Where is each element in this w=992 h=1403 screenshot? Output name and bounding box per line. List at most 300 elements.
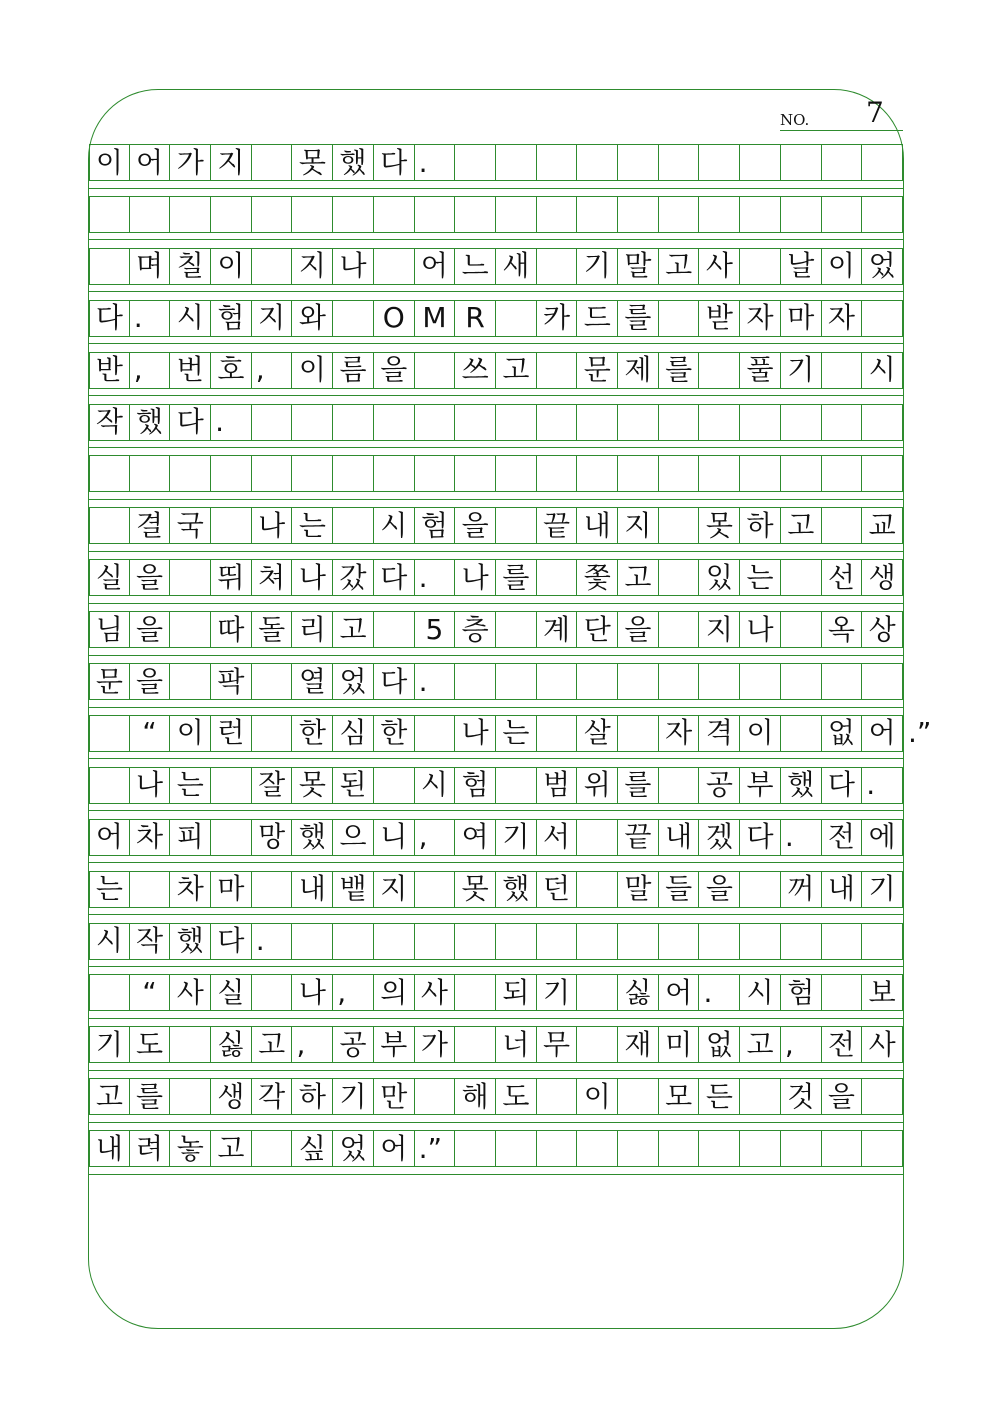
manuscript-cell [89, 508, 130, 543]
manuscript-cell [537, 249, 578, 284]
manuscript-cell: 사 [862, 1027, 903, 1062]
manuscript-cell: 들 [659, 872, 700, 907]
manuscript-cell: 는 [496, 716, 537, 751]
row-separator [89, 395, 903, 396]
manuscript-cell: 재 [618, 1027, 659, 1062]
manuscript-cell: 뱉 [333, 872, 374, 907]
manuscript-cell: 고 [781, 508, 822, 543]
manuscript-cell [496, 301, 537, 336]
manuscript-cell: 새 [496, 249, 537, 284]
manuscript-cell: 한 [374, 716, 415, 751]
manuscript-cell [496, 612, 537, 647]
manuscript-cell: 마 [781, 301, 822, 336]
manuscript-cell [577, 664, 618, 699]
manuscript-cell [89, 975, 130, 1010]
manuscript-cell: 상 [862, 612, 903, 647]
manuscript-cell: 시 [170, 301, 211, 336]
manuscript-cell: 제 [618, 353, 659, 388]
manuscript-cell: , [415, 820, 456, 855]
manuscript-cell [781, 1131, 822, 1166]
manuscript-cell: 반 [89, 353, 130, 388]
manuscript-row [89, 144, 903, 181]
manuscript-cell: 놓 [170, 1131, 211, 1166]
manuscript-cell [170, 1079, 211, 1114]
manuscript-cell: 말 [618, 249, 659, 284]
manuscript-row [89, 1026, 903, 1063]
manuscript-cell: 미 [659, 1027, 700, 1062]
manuscript-row [89, 767, 903, 804]
manuscript-cell [293, 924, 334, 959]
manuscript-cell: . [415, 560, 456, 595]
manuscript-cell [618, 1079, 659, 1114]
manuscript-cell: 를 [496, 560, 537, 595]
manuscript-cell [496, 405, 537, 440]
manuscript-cell: 했 [496, 872, 537, 907]
manuscript-cell: 것 [781, 1079, 822, 1114]
manuscript-cell: 험 [415, 508, 456, 543]
manuscript-cell: 나 [333, 249, 374, 284]
manuscript-cell [577, 975, 618, 1010]
manuscript-cell: .” [415, 1131, 456, 1166]
manuscript-cell: 었 [333, 1131, 374, 1166]
manuscript-cell: 결 [130, 508, 171, 543]
manuscript-cell [740, 145, 781, 180]
manuscript-cell [170, 197, 211, 232]
manuscript-cell: 마 [211, 872, 252, 907]
row-separator [89, 810, 903, 811]
manuscript-cell [781, 560, 822, 595]
manuscript-cell [415, 197, 456, 232]
manuscript-cell [374, 405, 415, 440]
manuscript-cell: , [252, 353, 293, 388]
manuscript-cell [822, 1131, 863, 1166]
manuscript-cell: 서 [537, 820, 578, 855]
manuscript-cell: 위 [577, 768, 618, 803]
manuscript-row [89, 923, 903, 960]
manuscript-cell: 해 [455, 1079, 496, 1114]
manuscript-cell [537, 716, 578, 751]
manuscript-cell [89, 197, 130, 232]
manuscript-cell [333, 456, 374, 491]
manuscript-cell [415, 353, 456, 388]
manuscript-cell: 부 [740, 768, 781, 803]
page-number-label: NO. [780, 111, 810, 129]
row-separator [89, 655, 903, 656]
manuscript-cell [577, 924, 618, 959]
manuscript-cell [740, 405, 781, 440]
manuscript-cell: 를 [659, 353, 700, 388]
manuscript-cell [496, 456, 537, 491]
manuscript-cell [822, 405, 863, 440]
manuscript-cell: 못 [293, 145, 334, 180]
manuscript-cell: 어 .” [862, 716, 903, 751]
manuscript-cell: 다 [374, 145, 415, 180]
manuscript-cell: 는 [89, 872, 130, 907]
manuscript-cell [537, 197, 578, 232]
manuscript-cell [700, 924, 741, 959]
manuscript-cell: 교 [862, 508, 903, 543]
manuscript-cell [659, 456, 700, 491]
manuscript-cell [659, 405, 700, 440]
manuscript-cell: 고 [89, 1079, 130, 1114]
manuscript-cell: 생 [862, 560, 903, 595]
manuscript-cell [862, 197, 903, 232]
manuscript-cell: 실 [211, 975, 252, 1010]
manuscript-row [89, 1130, 903, 1167]
manuscript-cell [455, 975, 496, 1010]
row-separator [89, 966, 903, 967]
manuscript-cell: . [252, 924, 293, 959]
manuscript-cell: 망 [252, 820, 293, 855]
manuscript-row [89, 248, 903, 285]
manuscript-cell: 이 [211, 249, 252, 284]
manuscript-cell: 님 [89, 612, 130, 647]
manuscript-cell: 려 [130, 1131, 171, 1166]
manuscript-cell [89, 249, 130, 284]
manuscript-cell: 가 [170, 145, 211, 180]
manuscript-cell: 칠 [170, 249, 211, 284]
manuscript-cell [740, 664, 781, 699]
manuscript-cell [293, 197, 334, 232]
manuscript-cell: , [333, 975, 374, 1010]
manuscript-cell [415, 924, 456, 959]
manuscript-cell: 문 [577, 353, 618, 388]
manuscript-cell [577, 872, 618, 907]
manuscript-cell: . [415, 145, 456, 180]
manuscript-cell [374, 924, 415, 959]
manuscript-cell [862, 1131, 903, 1166]
manuscript-cell: 했 [333, 145, 374, 180]
manuscript-cell: 한 [293, 716, 334, 751]
row-separator [89, 188, 903, 189]
manuscript-cell [496, 768, 537, 803]
manuscript-cell: 을 [455, 508, 496, 543]
manuscript-cell [577, 456, 618, 491]
manuscript-cell [252, 456, 293, 491]
manuscript-cell [252, 405, 293, 440]
manuscript-cell: 니 [374, 820, 415, 855]
margin-overflow-text: .” [907, 716, 932, 750]
manuscript-cell: 받 [700, 301, 741, 336]
manuscript-cell: 이 [89, 145, 130, 180]
manuscript-cell [577, 197, 618, 232]
manuscript-cell: 어 [89, 820, 130, 855]
manuscript-cell [618, 664, 659, 699]
manuscript-cell [252, 145, 293, 180]
manuscript-cell: 었 [333, 664, 374, 699]
manuscript-cell [618, 716, 659, 751]
manuscript-cell: . [130, 301, 171, 336]
manuscript-cell: 고 [333, 612, 374, 647]
manuscript-cell: 고 [618, 560, 659, 595]
manuscript-cell: “ [130, 975, 171, 1010]
row-separator [89, 1174, 903, 1175]
manuscript-row [89, 507, 903, 544]
manuscript-cell: 리 [293, 612, 334, 647]
manuscript-cell [252, 975, 293, 1010]
manuscript-cell [89, 456, 130, 491]
manuscript-cell [89, 768, 130, 803]
manuscript-cell: 열 [293, 664, 334, 699]
manuscript-row [89, 352, 903, 389]
manuscript-cell [740, 456, 781, 491]
manuscript-cell [618, 145, 659, 180]
manuscript-cell: 무 [537, 1027, 578, 1062]
manuscript-cell [659, 664, 700, 699]
manuscript-cell [700, 353, 741, 388]
manuscript-cell: 없 [822, 716, 863, 751]
manuscript-cell: 나 [293, 560, 334, 595]
manuscript-cell [700, 664, 741, 699]
manuscript-cell [862, 664, 903, 699]
manuscript-cell [577, 405, 618, 440]
manuscript-cell: 국 [170, 508, 211, 543]
manuscript-cell [659, 924, 700, 959]
manuscript-cell: 드 [577, 301, 618, 336]
manuscript-cell: 시 [374, 508, 415, 543]
manuscript-cell: 범 [537, 768, 578, 803]
manuscript-cell: 팍 [211, 664, 252, 699]
manuscript-cell: 각 [252, 1079, 293, 1114]
manuscript-cell: . [862, 768, 903, 803]
manuscript-cell: 자 [740, 301, 781, 336]
manuscript-cell: 름 [333, 353, 374, 388]
manuscript-cell [822, 456, 863, 491]
manuscript-cell: 쫓 [577, 560, 618, 595]
manuscript-cell [293, 405, 334, 440]
manuscript-cell: O [374, 301, 415, 336]
manuscript-cell: 나 [455, 716, 496, 751]
row-separator [89, 1018, 903, 1019]
manuscript-cell: 5 [415, 612, 456, 647]
manuscript-cell: 기 [89, 1027, 130, 1062]
manuscript-cell [659, 508, 700, 543]
manuscript-cell: 에 [862, 820, 903, 855]
manuscript-cell: 문 [89, 664, 130, 699]
manuscript-cell [781, 716, 822, 751]
manuscript-cell: 를 [130, 1079, 171, 1114]
manuscript-cell [333, 924, 374, 959]
manuscript-cell: 격 [700, 716, 741, 751]
manuscript-cell: 싫 [618, 975, 659, 1010]
manuscript-cell [618, 1131, 659, 1166]
manuscript-row [89, 715, 932, 752]
manuscript-cell: 자 [822, 301, 863, 336]
manuscript-cell: 어 [130, 145, 171, 180]
manuscript-cell: 내 [89, 1131, 130, 1166]
manuscript-cell [252, 872, 293, 907]
manuscript-cell [700, 1131, 741, 1166]
manuscript-cell [130, 456, 171, 491]
manuscript-cell [740, 872, 781, 907]
manuscript-cell: 고 [740, 1027, 781, 1062]
manuscript-cell: , [781, 1027, 822, 1062]
row-separator [89, 707, 903, 708]
manuscript-cell: 다 [374, 664, 415, 699]
manuscript-cell [781, 197, 822, 232]
manuscript-cell: 내 [822, 872, 863, 907]
manuscript-cell [659, 612, 700, 647]
manuscript-cell: 옥 [822, 612, 863, 647]
manuscript-cell [252, 197, 293, 232]
manuscript-cell [211, 820, 252, 855]
manuscript-cell: 내 [659, 820, 700, 855]
manuscript-cell [211, 768, 252, 803]
manuscript-cell [740, 1131, 781, 1166]
manuscript-cell: 며 [130, 249, 171, 284]
manuscript-cell: 없 [700, 1027, 741, 1062]
manuscript-cell [700, 197, 741, 232]
manuscript-cell [659, 301, 700, 336]
manuscript-cell: 선 [822, 560, 863, 595]
manuscript-cell [496, 664, 537, 699]
manuscript-cell: 다 [170, 405, 211, 440]
row-separator [89, 499, 903, 500]
manuscript-cell: 심 [333, 716, 374, 751]
manuscript-cell [781, 924, 822, 959]
manuscript-cell [455, 664, 496, 699]
manuscript-cell: 뛰 [211, 560, 252, 595]
row-separator [89, 1122, 903, 1123]
manuscript-cell [537, 456, 578, 491]
manuscript-cell [537, 353, 578, 388]
manuscript-cell: 전 [822, 820, 863, 855]
manuscript-cell: 다 [374, 560, 415, 595]
manuscript-cell [496, 508, 537, 543]
manuscript-cell [496, 924, 537, 959]
manuscript-cell [862, 1079, 903, 1114]
manuscript-cell: 지 [618, 508, 659, 543]
manuscript-cell: 이 [170, 716, 211, 751]
manuscript-cell: 전 [822, 1027, 863, 1062]
manuscript-cell [211, 197, 252, 232]
manuscript-cell [781, 664, 822, 699]
manuscript-cell: 못 [455, 872, 496, 907]
row-separator [89, 1070, 903, 1071]
manuscript-cell: 고 [496, 353, 537, 388]
manuscript-cell: 험 [211, 301, 252, 336]
manuscript-row [89, 559, 903, 596]
manuscript-cell: 있 [700, 560, 741, 595]
manuscript-cell [293, 456, 334, 491]
manuscript-cell: 카 [537, 301, 578, 336]
manuscript-cell: 기 [537, 975, 578, 1010]
manuscript-cell: 모 [659, 1079, 700, 1114]
manuscript-cell: 지 [700, 612, 741, 647]
manuscript-cell: 다 [740, 820, 781, 855]
manuscript-cell [170, 456, 211, 491]
manuscript-cell [130, 872, 171, 907]
manuscript-cell: 못 [700, 508, 741, 543]
manuscript-cell [170, 560, 211, 595]
manuscript-cell: 가 [415, 1027, 456, 1062]
manuscript-cell: 돌 [252, 612, 293, 647]
manuscript-cell [537, 1131, 578, 1166]
manuscript-cell [333, 508, 374, 543]
manuscript-cell: 는 [740, 560, 781, 595]
manuscript-row [89, 455, 903, 492]
manuscript-cell: 를 [618, 768, 659, 803]
manuscript-cell [781, 612, 822, 647]
manuscript-cell [333, 405, 374, 440]
manuscript-row [89, 300, 903, 337]
manuscript-cell [862, 924, 903, 959]
manuscript-cell [577, 820, 618, 855]
manuscript-cell [618, 456, 659, 491]
manuscript-cell: . [415, 664, 456, 699]
manuscript-cell [170, 664, 211, 699]
manuscript-cell [374, 249, 415, 284]
manuscript-cell [211, 508, 252, 543]
manuscript-cell: 지 [293, 249, 334, 284]
page-number: 7 [866, 96, 884, 129]
manuscript-cell: 의 [374, 975, 415, 1010]
row-separator [89, 343, 903, 344]
manuscript-cell: 시 [89, 924, 130, 959]
manuscript-cell: 던 [537, 872, 578, 907]
manuscript-cell [455, 1027, 496, 1062]
manuscript-cell: 내 [293, 872, 334, 907]
manuscript-cell [537, 560, 578, 595]
manuscript-cell: 지 [211, 145, 252, 180]
manuscript-cell [252, 664, 293, 699]
manuscript-cell [415, 716, 456, 751]
manuscript-cell: 든 [700, 1079, 741, 1114]
manuscript-cell [822, 353, 863, 388]
manuscript-cell: 험 [455, 768, 496, 803]
manuscript-cell [618, 197, 659, 232]
manuscript-cell [862, 145, 903, 180]
manuscript-row [89, 1078, 903, 1115]
manuscript-cell: 말 [618, 872, 659, 907]
manuscript-cell: 고 [252, 1027, 293, 1062]
manuscript-cell: 쳐 [252, 560, 293, 595]
manuscript-cell [577, 145, 618, 180]
manuscript-cell: 을 [374, 353, 415, 388]
manuscript-cell: 기 [781, 353, 822, 388]
manuscript-cell: “ [130, 716, 171, 751]
manuscript-cell: 는 [293, 508, 334, 543]
manuscript-cell: 지 [374, 872, 415, 907]
manuscript-cell: 단 [577, 612, 618, 647]
manuscript-cell [89, 716, 130, 751]
manuscript-cell: 생 [211, 1079, 252, 1114]
manuscript-cell: 부 [374, 1027, 415, 1062]
manuscript-cell: 다 [211, 924, 252, 959]
manuscript-cell: 와 [293, 301, 334, 336]
manuscript-cell [659, 768, 700, 803]
manuscript-cell: 험 [781, 975, 822, 1010]
manuscript-cell: 어 [374, 1131, 415, 1166]
manuscript-cell: 쓰 [455, 353, 496, 388]
manuscript-cell: 하 [740, 508, 781, 543]
manuscript-cell [740, 249, 781, 284]
manuscript-cell: 기 [577, 249, 618, 284]
manuscript-cell: 다 [89, 301, 130, 336]
manuscript-cell [252, 716, 293, 751]
manuscript-cell: . [700, 975, 741, 1010]
manuscript-cell: 층 [455, 612, 496, 647]
manuscript-cell: 차 [130, 820, 171, 855]
manuscript-cell: 싶 [293, 1131, 334, 1166]
manuscript-cell: 끝 [537, 508, 578, 543]
manuscript-cell [211, 456, 252, 491]
manuscript-cell: 번 [170, 353, 211, 388]
manuscript-cell [415, 405, 456, 440]
manuscript-cell: 사 [170, 975, 211, 1010]
manuscript-cell [822, 975, 863, 1010]
manuscript-cell [577, 1027, 618, 1062]
